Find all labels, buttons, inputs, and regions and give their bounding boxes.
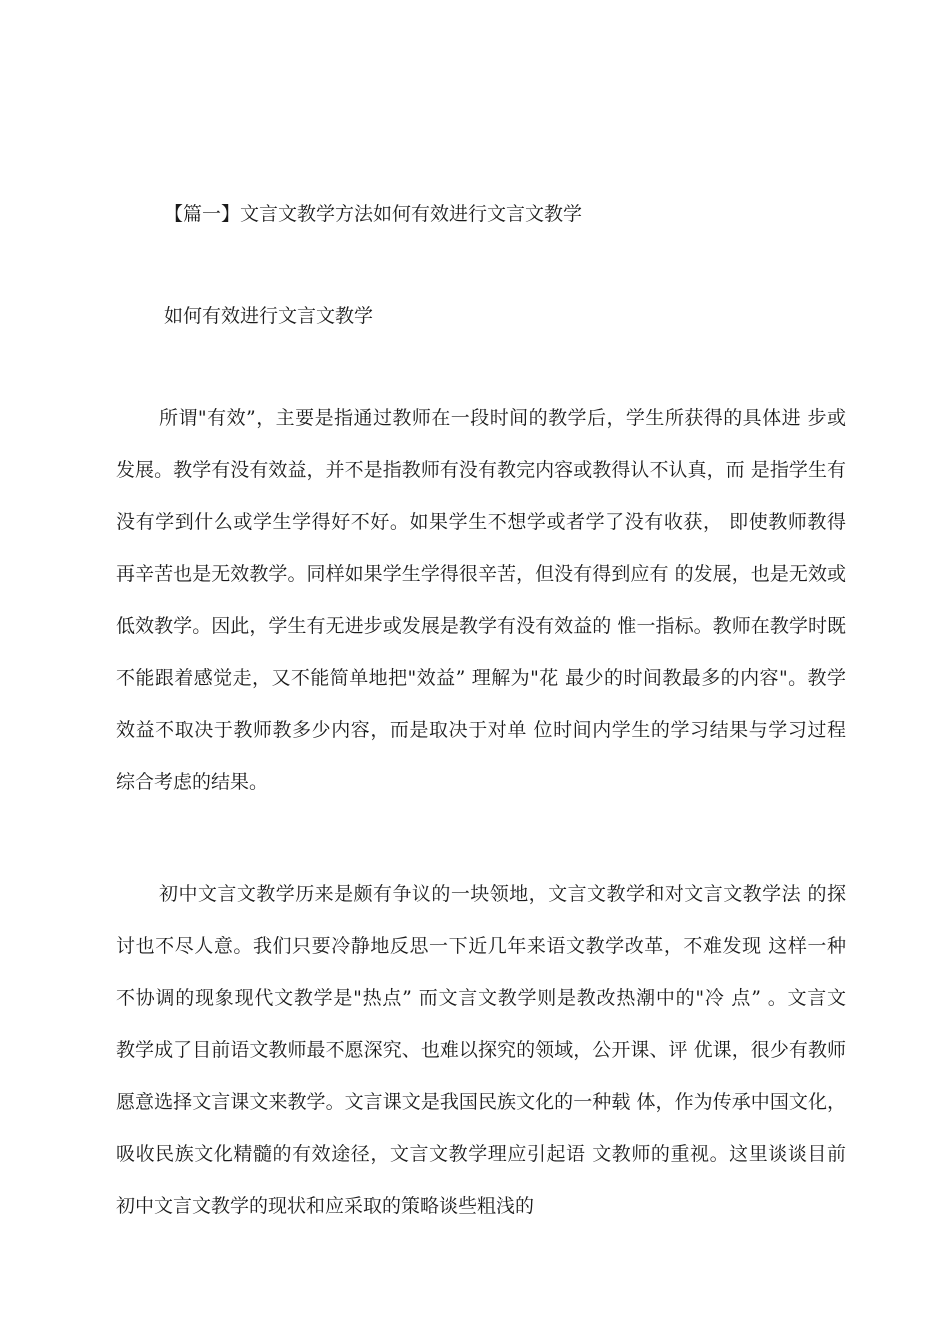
- paragraph-line: 综合考虑的结果。: [116, 771, 269, 793]
- paragraph-line: 再辛苦也是无效教学。同样如果学生学得很辛苦，但没有得到应有 的发展，也是无效或: [116, 563, 846, 585]
- paragraph-line: 愿意选择文言课文来教学。文言课文是我国民族文化的一种载 体，作为传承中国文化，: [116, 1091, 846, 1113]
- paragraph-line: 教学成了目前语文教师最不愿深究、也难以探究的领域，公开课、评 优课，很少有教师: [116, 1039, 846, 1061]
- paragraph-line: 初中文言文教学的现状和应采取的策略谈些粗浅的: [116, 1195, 535, 1217]
- section-heading: 【篇一】文言文教学方法如何有效进行文言文教学: [164, 203, 583, 225]
- paragraph-status: [116, 880, 846, 1244]
- paragraph-line: 发展。教学有没有效益，并不是指教师有没有教完内容或教得认不认真，而 是指学生有: [116, 459, 846, 481]
- paragraph-line: 效益不取决于教师教多少内容，而是取决于对单 位时间内学生的学习结果与学习过程: [116, 719, 846, 741]
- paragraph-line: 不能跟着感觉走，又不能简单地把"效益” 理解为"花 最少的时间教最多的内容"。教学: [116, 667, 846, 689]
- paragraph-definition: [116, 404, 846, 820]
- paragraph-line: 没有学到什么或学生学得好不好。如果学生不想学或者学了没有收获， 即使教师教得: [116, 511, 846, 533]
- paragraph-line: 低效教学。因此，学生有无进步或发展是教学有没有效益的 惟一指标。教师在教学时既: [116, 615, 846, 637]
- paragraph-line: 吸收民族文化精髓的有效途径，文言文教学理应引起语 文教师的重视。这里谈谈目前: [116, 1143, 846, 1165]
- paragraph-line: 讨也不尽人意。我们只要冷静地反思一下近几年来语文教学改革，不难发现 这样一种: [116, 935, 846, 957]
- paragraph-line: 初中文言文教学历来是颇有争议的一块领地，文言文教学和对文言文教学法 的探: [159, 883, 846, 905]
- article-title: 如何有效进行文言文教学: [164, 305, 374, 327]
- paragraph-line: 所谓"有效”，主要是指通过教师在一段时间的教学后，学生所获得的具体进 步或: [159, 407, 846, 429]
- paragraph-line: 不协调的现象现代文教学是"热点” 而文言文教学则是教改热潮中的"冷 点” 。文言文: [116, 987, 846, 1009]
